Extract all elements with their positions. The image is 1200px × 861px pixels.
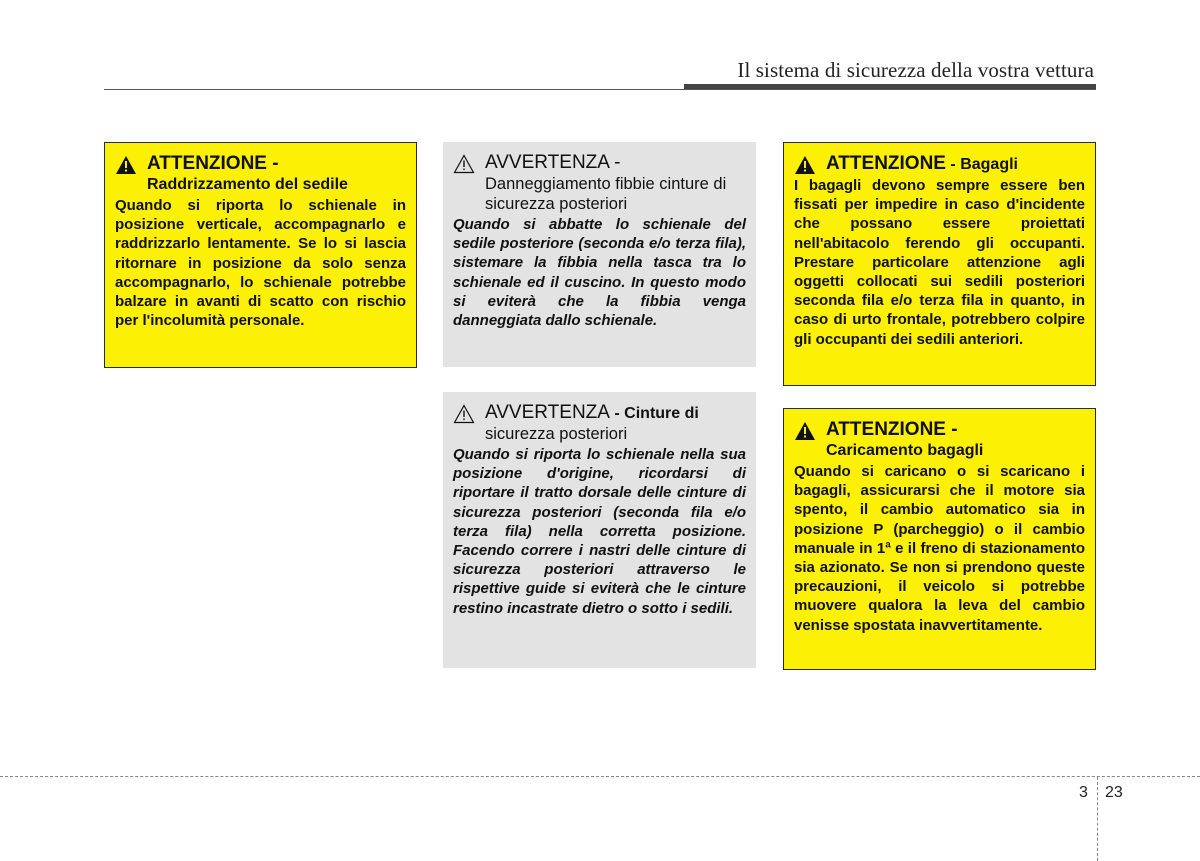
header-rule-accent xyxy=(684,84,1096,89)
box-body: Quando si riporta lo schienale in posizione verticale, accompagnarlo e raddrizzarlo lentamente. Se lo si lascia ritornare in posizione da solo senza accompagnarlo, lo schienale potrebbe balzare in avanti di scatto con rischio per l'incolumità personale. xyxy=(115,197,406,330)
box-body: Quando si caricano o si scaricano i bagagli, assicurarsi che il motore sia spento, il cambio automatico sia in posizione P (parcheggio) o il cambio manuale in 1ª e il freno di stazionamento sia azionato. Se non si prendono queste precauzioni, il veicolo si potrebbe muovere qualora la leva del cambio venisse spostata inavvertitamente. xyxy=(794,463,1085,634)
box-heading: ATTENZIONE - xyxy=(147,153,279,174)
box-subheading: Danneggiamento fibbie cinture di sicurezza posteriori xyxy=(485,175,727,213)
box-subheading: sicurezza posteriori xyxy=(485,425,628,443)
caution-box-rear-belts xyxy=(443,392,756,668)
box-body: I bagagli devono sempre essere ben fissati per impedire in caso d'incidente che possano essere proiettati nell'abitacolo ferendo gli occupanti. Prestare particolare attenzione agli oggetti collocati sui sedili posteriori seconda fila e/o terza fila in quanto, in caso di urto frontale, potrebbero colpire gli occupanti dei sedili anteriori. xyxy=(794,177,1085,348)
box-subheading: Raddrizzamento del sedile xyxy=(147,176,348,193)
box-body: Quando si abbatte lo schienale del sedile posteriore (seconda e/o terza fila), sistemare la fibbia nella tasca tra lo schienale ed il cuscino. In questo modo si eviterà che la fibbia venga danneggiata dallo schienale. xyxy=(453,216,746,330)
caution-triangle-icon xyxy=(453,404,475,424)
box-heading-suffix: - Bagagli xyxy=(945,156,1018,173)
warning-triangle-icon xyxy=(794,155,816,175)
warning-triangle-icon xyxy=(115,155,137,175)
warning-triangle-icon xyxy=(794,421,816,441)
chapter-number: 3 xyxy=(1079,784,1088,801)
box-heading: ATTENZIONE xyxy=(826,153,946,174)
warning-box-seat-upright xyxy=(104,142,417,368)
box-heading: AVVERTENZA - xyxy=(485,152,621,173)
header-rule xyxy=(104,89,1096,90)
page-number: 23 xyxy=(1105,784,1123,801)
box-heading: AVVERTENZA xyxy=(485,402,610,423)
caution-triangle-icon xyxy=(453,154,475,174)
box-body: Quando si riporta lo schienale nella sua posizione d'origine, ricordarsi di riportare il tratto dorsale delle cinture di sicurezza posteriori (seconda fila e/o terza fila) nella corretta posizione. Facendo correre i nastri delle cinture di sicurezza posteriori attraverso le rispettive guide si eviterà che le cinture restino incastrate dietro o sotto i sedili. xyxy=(453,446,746,617)
page-header-title: Il sistema di sicurezza della vostra vettura xyxy=(737,58,1094,82)
box-subheading: Caricamento bagagli xyxy=(826,442,984,459)
warning-box-luggage xyxy=(783,142,1096,386)
caution-box-buckle-damage xyxy=(443,142,756,367)
footer-rule xyxy=(0,776,1200,777)
warning-box-loading-luggage xyxy=(783,408,1096,670)
box-heading: ATTENZIONE - xyxy=(826,419,958,440)
footer-divider xyxy=(1097,777,1098,861)
box-heading-suffix: - Cinture di xyxy=(609,405,699,422)
